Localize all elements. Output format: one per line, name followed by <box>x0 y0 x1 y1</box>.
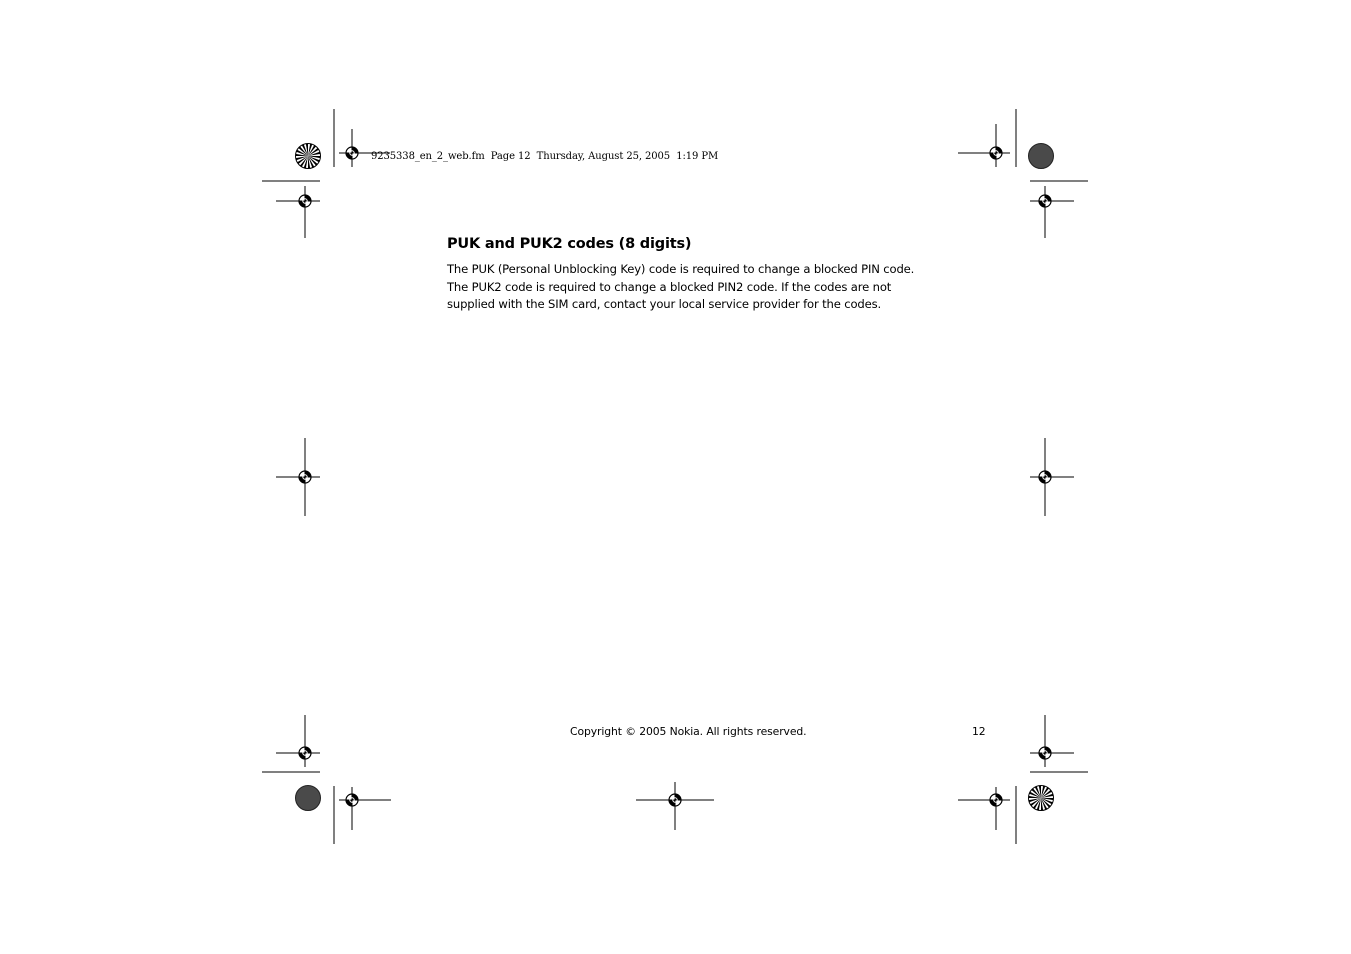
starburst-target <box>296 144 321 169</box>
file-slug: 9235338_en_2_web.fm Page 12 Thursday, August 25, 2005 1:19 PM <box>371 151 719 162</box>
density-patch <box>296 786 321 811</box>
page-number: 12 <box>972 725 986 738</box>
starburst-target <box>1029 786 1054 811</box>
section-heading: PUK and PUK2 codes (8 digits) <box>447 236 692 252</box>
section-body <box>447 261 917 314</box>
body-line: supplied with the SIM card, contact your local service provider for the codes. <box>447 297 882 312</box>
body-line: The PUK (Personal Unblocking Key) code is required to change a blocked PIN code. <box>447 262 915 276</box>
body-line: The PUK2 code is required to change a blocked PIN2 code. If the codes are not <box>447 279 892 294</box>
density-patch <box>1029 144 1054 169</box>
copyright-notice: Copyright © 2005 Nokia. All rights reserved. <box>570 725 807 738</box>
